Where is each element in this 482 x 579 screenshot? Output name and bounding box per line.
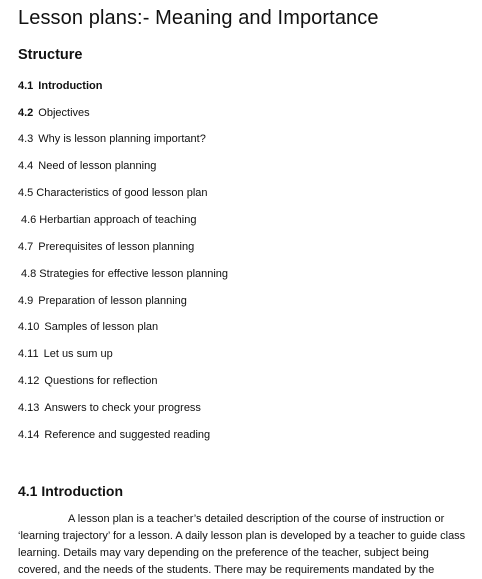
paragraph-line: covered, and the needs of the students. There may be requirements mandated by the xyxy=(18,564,435,576)
toc-item-prerequisites xyxy=(18,240,194,254)
structure-heading: Structure xyxy=(18,47,83,63)
toc-item-label: Objectives xyxy=(38,107,90,119)
toc-item-introduction xyxy=(18,79,102,93)
toc-item-label: Prerequisites of lesson planning xyxy=(38,241,195,253)
section-heading-introduction xyxy=(18,483,123,499)
toc-item-number: 4.7 xyxy=(18,241,34,253)
toc-item-questions xyxy=(18,374,158,388)
toc-item-label: Questions for reflection xyxy=(44,375,158,387)
toc-item-why-important xyxy=(18,132,206,146)
toc-item-number: 4.9 xyxy=(18,295,34,307)
toc-item-number: 4.3 xyxy=(18,133,34,145)
toc-item-objectives xyxy=(18,106,90,120)
paragraph-line: ‘learning trajectory’ for a lesson. A daily lesson plan is developed by a teacher to guide class xyxy=(18,530,466,542)
toc-item-need xyxy=(18,159,156,173)
toc-item-number: 4.1 xyxy=(18,80,34,92)
toc-item-herbartian xyxy=(21,213,196,227)
toc-item-label: Let us sum up xyxy=(43,348,113,360)
toc-item-number: 4.2 xyxy=(18,107,34,119)
document-title: Lesson plans:- Meaning and Importance xyxy=(18,7,379,29)
toc-item-number: 4.14 xyxy=(18,429,40,441)
toc-item-number: 4.8 xyxy=(21,268,37,280)
section-title: Introduction xyxy=(41,483,124,499)
toc-item-label: Samples of lesson plan xyxy=(44,321,159,333)
toc-item-number: 4.6 xyxy=(21,214,37,226)
toc-item-label: Preparation of lesson planning xyxy=(38,295,187,307)
toc-item-preparation xyxy=(18,294,187,308)
toc-item-strategies xyxy=(21,267,228,281)
introduction-paragraph xyxy=(18,511,470,576)
toc-item-label: Why is lesson planning important? xyxy=(38,133,206,145)
toc-item-label: Characteristics of good lesson plan xyxy=(36,187,208,199)
toc-item-sum-up xyxy=(18,347,113,361)
toc-item-label: Need of lesson planning xyxy=(38,160,157,172)
toc-item-reference xyxy=(18,428,210,442)
toc-item-label: Answers to check your progress xyxy=(44,402,201,414)
toc-item-number: 4.13 xyxy=(18,402,40,414)
toc-item-number: 4.12 xyxy=(18,375,40,387)
toc-item-samples xyxy=(18,320,158,334)
paragraph-line: A lesson plan is a teacher’s detailed description of the course of instruction or xyxy=(68,513,445,525)
toc-item-label: Herbartian approach of teaching xyxy=(39,214,197,226)
toc-item-label: Reference and suggested reading xyxy=(44,429,211,441)
toc-item-answers xyxy=(18,401,201,415)
toc-item-characteristics xyxy=(18,186,208,200)
toc-item-number: 4.10 xyxy=(18,321,40,333)
paragraph-line: learning. Details may vary depending on the preference of the teacher, subject being xyxy=(18,547,429,559)
toc-item-label: Strategies for effective lesson planning xyxy=(39,268,229,280)
toc-item-number: 4.11 xyxy=(18,348,39,360)
toc-item-number: 4.5 xyxy=(18,187,34,199)
section-number: 4.1 xyxy=(18,483,38,499)
toc-item-label: Introduction xyxy=(38,80,103,92)
toc-item-number: 4.4 xyxy=(18,160,34,172)
